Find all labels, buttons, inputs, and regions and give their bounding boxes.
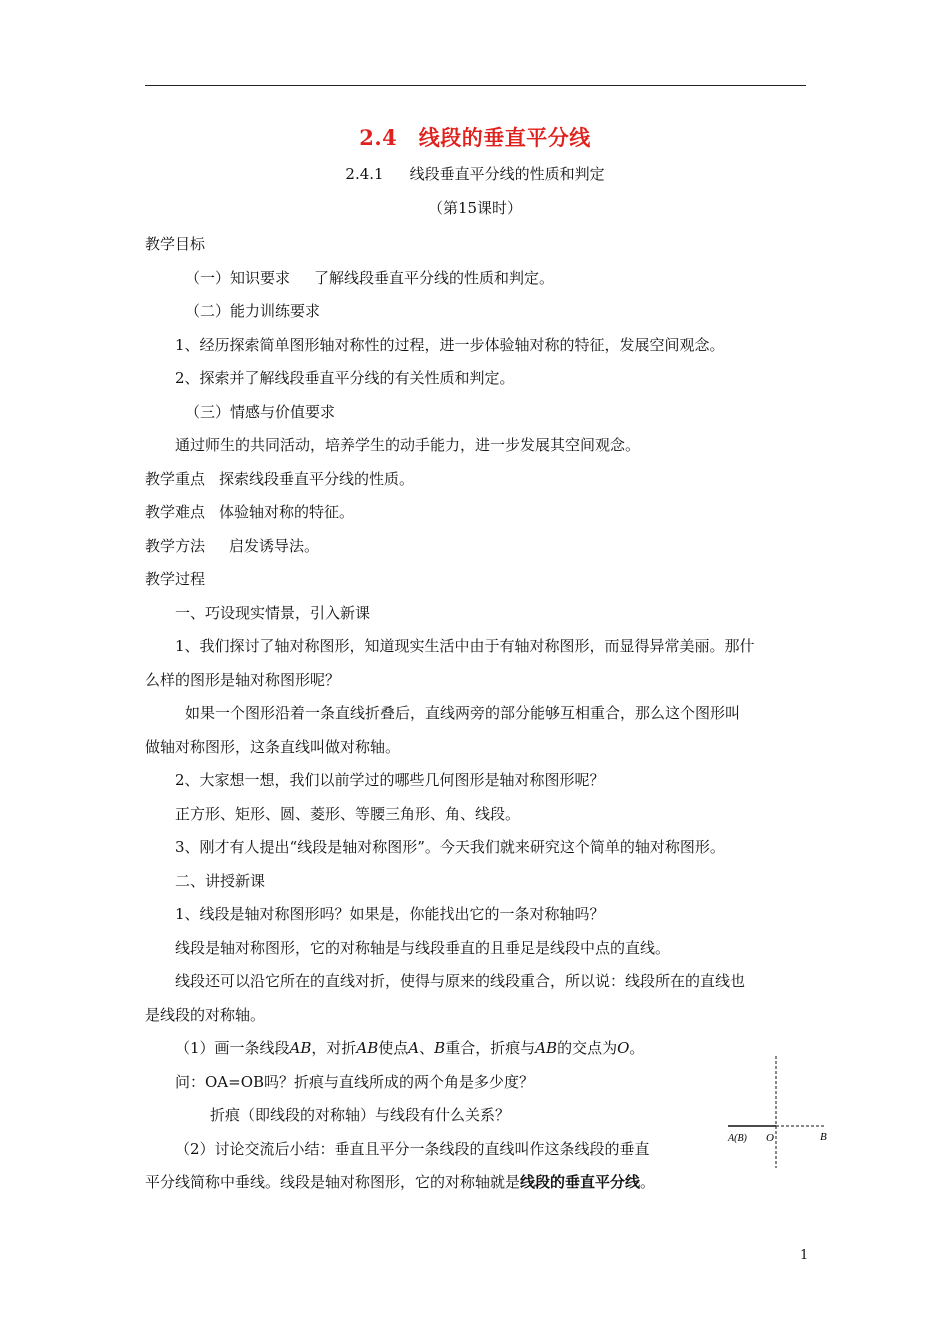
paragraph-3: 2、大家想一想，我们以前学过的哪些几何图形是轴对称图形呢？ (175, 771, 605, 789)
paragraph-12-line2 (145, 1166, 809, 1200)
part2-heading: 二、讲授新课 (175, 871, 266, 890)
goal1-label: （一）知识要求 (185, 268, 291, 287)
paragraph-12-line1: （2）讨论交流后小结：垂直且平分一条线段的直线叫作这条线段的垂直 (175, 1139, 650, 1158)
difficulty-paragraph (145, 496, 809, 530)
goal1-paragraph (145, 262, 809, 296)
p12-bold-term: 线段的垂直平分线 (520, 1173, 641, 1191)
paragraph-2-line1: 如果一个图形沿着一条直线折叠后，直线两旁的部分能够互相重合，那么这个图形叫 (185, 704, 741, 722)
method-text: 启发诱导法。 (229, 536, 320, 555)
page-number: 1 (800, 1248, 809, 1263)
goal2-item1: 1、经历探索简单图形轴对称性的过程，进一步体验轴对称的特征，发展空间观念。 (175, 335, 725, 354)
goal3-text: 通过师生的共同活动，培养学生的动手能力，进一步发展其空间观念。 (175, 436, 641, 454)
process-heading: 教学过程 (145, 570, 206, 588)
part1-heading: 一、巧设现实情景，引入新课 (175, 603, 371, 622)
method-paragraph (145, 530, 809, 564)
label-b: B (820, 1131, 827, 1143)
p9-part-c: ，对折 (311, 1039, 357, 1057)
goal1-text: 了解线段垂直平分线的性质和判定。 (314, 268, 555, 287)
method-label: 教学方法 (145, 536, 206, 555)
key-label: 教学重点 (145, 469, 206, 488)
p9-part-k: 的交点为 (557, 1039, 618, 1057)
key-text: 探索线段垂直平分线的性质。 (219, 469, 415, 488)
p12-end: 。 (640, 1173, 656, 1191)
perpendicular-bisector-figure (726, 1056, 830, 1170)
p12-text: 平分线简称中垂线。线段是轴对称图形，它的对称轴就是 (145, 1173, 521, 1191)
p9-segment-ab-2: AB (356, 1039, 379, 1057)
paragraph-5: 3、刚才有人提出“线段是轴对称图形”。今天我们就来研究这个简单的轴对称图形。 (175, 838, 725, 856)
p9-segment-ab-3: AB (535, 1039, 558, 1057)
paragraph-2-line2: 做轴对称图形，这条直线叫做对称轴。 (145, 737, 401, 756)
section-subtitle (0, 163, 950, 184)
page-title: 2.4 线段的垂直平分线 (359, 125, 591, 150)
p9-part-a: （1）画一条线段 (175, 1039, 290, 1057)
goal2-item2: 2、探索并了解线段垂直平分线的有关性质和判定。 (175, 369, 515, 387)
header-rule (145, 85, 806, 86)
label-o: O (766, 1132, 774, 1144)
paragraph-10: 问：OA=OB吗？折痕与直线所成的两个角是多少度？ (175, 1072, 535, 1091)
p9-point-o: O (617, 1039, 630, 1057)
document-body (145, 228, 809, 1200)
p9-part-m: 。 (629, 1039, 645, 1057)
key-point-paragraph (145, 463, 809, 497)
goal3-label: （三）情感与价值要求 (185, 402, 336, 421)
lesson-number: （第15课时） (427, 199, 523, 217)
paragraph-4: 正方形、矩形、圆、菱形、等腰三角形、角、线段。 (175, 804, 521, 823)
paragraph-1-line1: 1、我们探讨了轴对称图形，知道现实生活中由于有轴对称图形，而显得异常美丽。那什 (175, 637, 755, 655)
paragraph-7: 线段是轴对称图形，它的对称轴是与线段垂直的且垂足是线段中点的直线。 (175, 938, 671, 957)
subtitle-text: 线段垂直平分线的性质和判定 (409, 165, 605, 183)
difficulty-label: 教学难点 (145, 503, 206, 521)
paragraph-1-line2: 么样的图形是轴对称图形呢？ (145, 670, 341, 689)
p9-part-i: 重合，折痕与 (445, 1039, 536, 1057)
p9-point-a: A (408, 1039, 420, 1057)
p9-part-g: 、 (419, 1039, 435, 1057)
p9-point-b: B (434, 1039, 446, 1057)
subtitle-number: 2.4.1 (345, 165, 384, 183)
goal2-label: （二）能力训练要求 (185, 302, 321, 320)
paragraph-6: 1、线段是轴对称图形吗？如果是，你能找出它的一条对称轴吗？ (175, 905, 605, 923)
label-ab: A(B) (728, 1133, 747, 1144)
p9-segment-ab: AB (289, 1039, 312, 1057)
paragraph-8-line2: 是线段的对称轴。 (145, 1005, 266, 1024)
p9-part-e: 使点 (378, 1039, 409, 1057)
paragraph-9 (145, 1032, 809, 1066)
paragraph-8-line1: 线段还可以沿它所在的直线对折，使得与原来的线段重合，所以说：线段所在的直线也 (175, 972, 746, 990)
paragraph-11: 折痕（即线段的对称轴）与线段有什么关系？ (210, 1106, 511, 1124)
difficulty-text: 体验轴对称的特征。 (219, 503, 355, 521)
goals-heading: 教学目标 (145, 235, 206, 253)
